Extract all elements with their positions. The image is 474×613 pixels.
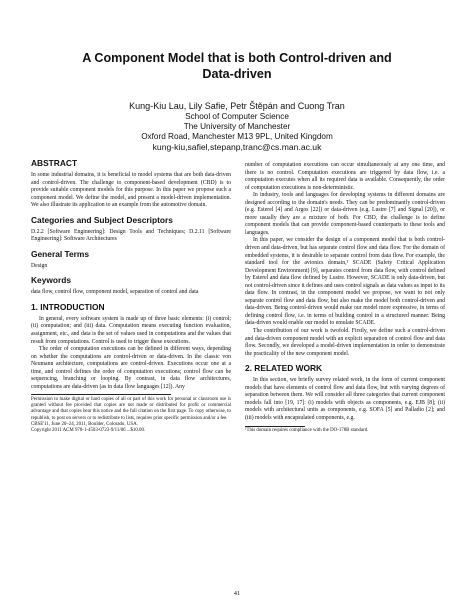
footnote-divider bbox=[245, 426, 305, 427]
right-paragraph-1: number of computation executions can occur simultaneously at any one time, and there is no control. Computation executions are triggered by data flow, i.e. a computation executes when all its required data is available. Consequently, the order of computation executions is non-deterministic. bbox=[245, 162, 445, 191]
abstract-text: In some industrial domains, it is beneficial to model systems that are both data-driven and control-driven. The challenge to component-based development (CBD) is to provide suitable component models for this purpose. In this paper we propose such a component model. We define the model, and present a model-driven implementation. We also illustrate its application to an example from the automotive domain. bbox=[31, 172, 231, 209]
general-terms-heading: General Terms bbox=[31, 248, 90, 259]
title-line-2: Data-driven bbox=[202, 67, 272, 81]
page-number: 41 bbox=[233, 590, 241, 597]
footnote-text: ¹This domain requires compliance with the DO-178B standard. bbox=[245, 428, 369, 434]
copyright-line: Copyright 2011 ACM 978-1-4503-0723-9/11/06 ...$10.00. bbox=[31, 428, 146, 433]
right-paragraph-2: In industry, tools and languages for developing systems in different domains are designed according to the domain's needs. They can be predominantly control-driven (e.g. Esterel [4] and Argos [22]) or data-driven (e.g. Lustre [7] and Signal [20]), or more usually they are a mixture of both. For CBD, the challenge is to define component models that can provide component-based counterparts to these tools and languages. bbox=[245, 192, 445, 236]
right-paragraph-3: In this paper, we consider the design of a component model that is both control-driven and data-driven, but has separate control flow and data flow. For the domain of embedded systems, it is desirable to separate control from data flow. For example, the standard tool for the avionics domain,¹ SCADE (Safety Critical Application Development Environment) [9], separates control from data flow, with control defined by Esterel and data flow defined by Lustre. However, SCADE is only data-driven, but not control-driven since it defines and uses control signals as data values as input to its data flow. In contrast, in the component model we propose, we want to not only separate control flow and data flow, but also make the model both control-driven and data-driven. Being control-driven would make our model more expressive, in terms of defining control flow, i.e. in terms of building control in a structured manner. Being data-driven would enable our model to emulate SCADE. bbox=[245, 237, 445, 327]
right-column bbox=[245, 162, 445, 434]
permission-notice: Permission to make digital or hard copies of all or part of this work for personal or classroom use is granted without fee provided that copies are not made or distributed for profit or commercial advantage and that copies bear this notice and the full citation on the first page. To copy otherwise, to republish, to post on servers or to redistribute to lists, requires prior specific permission and/or a fee. bbox=[31, 396, 231, 421]
author-names: Kung-Kiu Lau, Lily Safie, Petr Štěpán and Cuong Tran bbox=[129, 101, 345, 111]
introduction-heading: 1. INTRODUCTION bbox=[31, 301, 105, 312]
categories-text: D.2.2 [Software Engineering]: Design Tools and Techniques; D.2.11 [Software Engineering]: Software Architectures bbox=[31, 228, 231, 243]
affiliation-line-1: School of Computer Science bbox=[185, 112, 289, 121]
categories-heading: Categories and Subject Descriptors bbox=[31, 214, 173, 225]
related-work-paragraph: In this section, we briefly survey related work, in the form of current component models that have elements of control flow and data flow, but with varying degrees of separation between them. We will consider all three categories that current component models fall into [19, 17]: (i) models with objects as components, e.g. EJB [8]; (ii) models with architectural units as components, e.g. SOFA [5] and Palladio [2]; and (iii) models with encapsulated components, e.g. bbox=[245, 377, 445, 421]
introduction-paragraph-1: In general, every software system is made up of three basic elements: (i) control; (ii) computation; and (iii) data. Computation means executing function evaluation, assignment, etc., and data is the set of values used in computations and the values that result from computations. Control is used to trigger these executions. bbox=[31, 315, 231, 345]
keywords-text: data flow, control flow, component model, separation of control and data bbox=[31, 289, 199, 296]
author-email: kung-kiu,safiel,stepanp,tranc@cs.man.ac.uk bbox=[152, 142, 322, 152]
right-paragraph-4: The contribution of our work is twofold. Firstly, we define such a control-driven and data-driven component model with an explicit separation of control flow and data flow. Secondly, we developed a model-driven implementation in order to demonstrate the practicality of the new component model. bbox=[245, 328, 445, 357]
left-column bbox=[31, 158, 231, 434]
related-work-heading: 2. RELATED WORK bbox=[245, 363, 323, 374]
venue-line: CBSE'11, June 20–24, 2011, Boulder, Colorado, USA. bbox=[31, 421, 138, 427]
title-line-1: A Component Model that is both Control-driven and bbox=[82, 51, 392, 65]
paper-title bbox=[30, 50, 444, 82]
keywords-heading: Keywords bbox=[31, 275, 72, 286]
introduction-paragraph-2: The order of computation executions can be defined in different ways, depending on whether the computations are control-driven or data-driven. In the classic von Neumann architecture, computations are control-driven. Executions occur one at a time, and control defines the order of computation executions; control flow can be sequencing, branching or looping. By contrast, in data flow architectures, computations are data-driven (as in data flow languages [12]). Any bbox=[31, 346, 231, 390]
permission-divider bbox=[31, 394, 171, 395]
affiliation-line-2: The University of Manchester bbox=[183, 122, 291, 131]
general-terms-text: Design bbox=[31, 262, 48, 269]
abstract-heading: ABSTRACT bbox=[31, 158, 78, 168]
affiliation-line-3: Oxford Road, Manchester M13 9PL, United Kingdom bbox=[141, 132, 333, 141]
author-block bbox=[30, 100, 444, 152]
